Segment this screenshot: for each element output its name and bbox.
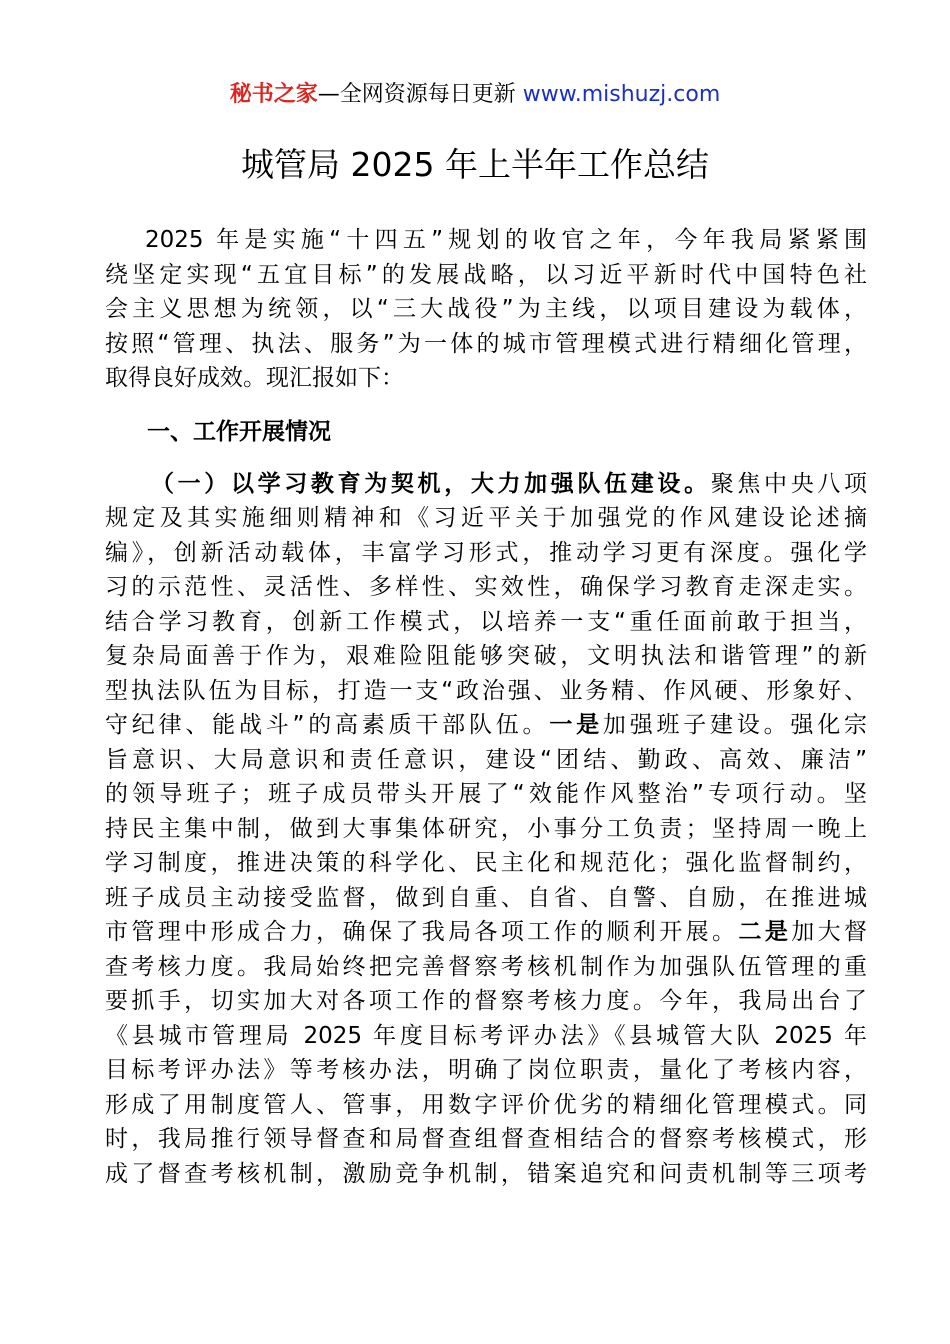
paragraph-line: 旨意识、大局意识和责任意识，建设“团结、勤政、高效、廉洁”	[105, 746, 867, 773]
paragraph-line: 学习制度，推进决策的科学化、民主化和规范化；强化监督制约，	[105, 850, 867, 876]
paragraph-line: 习的示范性、灵活性、多样性、实效性，确保学习教育走深走实。	[105, 574, 867, 600]
site-header	[0, 80, 950, 110]
intro-line: 2025 年是实施“十四五”规划的收官之年，今年我局紧紧围	[145, 227, 867, 253]
paragraph-line: 复杂局面善于作为，艰难险阻能够突破，文明执法和谐管理”的新	[105, 643, 867, 669]
paragraph-line: 时，我局推行领导督查和局督查组督查相结合的督察考核模式，形	[105, 1126, 867, 1152]
paragraph-text: 聚焦中央八项	[710, 470, 868, 497]
spacer	[105, 452, 867, 467]
paragraph-line: 编》，创新活动载体，丰富学习形式，推动学习更有深度。强化学	[105, 539, 867, 566]
intro-line: 按照“管理、执法、服务”为一体的城市管理模式进行精细化管理，	[105, 330, 867, 357]
paragraph-line: 结合学习教育，创新工作模式，以培养一支“重任面前敢于担当，	[105, 608, 867, 635]
paragraph-line: 型执法队伍为目标，打造一支“政治强、业务精、作风硬、形象好、	[105, 677, 867, 704]
subsection-heading: （一）以学习教育为契机，大力加强队伍建设。	[151, 470, 711, 497]
paragraph-text: 市管理中形成合力，确保了我局各项工作的顺利开展。	[105, 919, 739, 945]
site-url-link[interactable]: www.mishuzj.com	[522, 82, 721, 107]
point-marker: 一是	[549, 712, 603, 738]
paragraph-line	[105, 708, 867, 743]
paragraph-line	[105, 467, 867, 502]
brand-name: 秘书之家	[229, 82, 318, 107]
paragraph-text: 守纪律、能战斗”的高素质干部队伍。	[105, 712, 550, 738]
paragraph-line: 形成了用制度管人、管事，用数字评价优劣的精细化管理模式。同	[105, 1091, 867, 1118]
paragraph-line: 《县城市管理局 2025 年度目标考评办法》《县城管大队 2025 年	[105, 1022, 867, 1049]
intro-line: 取得良好成效。现汇报如下：	[105, 365, 404, 391]
paragraph-line: 规定及其实施细则精神和《习近平关于加强党的作风建设论述摘	[105, 505, 867, 531]
section-heading: 一、工作开展情况	[147, 418, 331, 445]
document-title: 城管局 2025 年上半年工作总结	[241, 145, 709, 184]
document-body	[105, 223, 867, 1191]
intro-line: 会主义思想为统领，以“三大战役”为主线，以项目建设为载体，	[105, 296, 867, 322]
paragraph-line: 持民主集中制，做到大事集体研究，小事分工负责；坚持周一晚上	[105, 815, 867, 842]
paragraph-text: 加强班子建设。强化宗	[602, 712, 868, 738]
paragraph-line: 成了督查考核机制，激励竞争机制，错案追究和问责机制等三项考	[105, 1160, 867, 1187]
paragraph-line: 的领导班子；班子成员带头开展了“效能作风整治”专项行动。坚	[105, 781, 867, 807]
paragraph-text: 加大督	[791, 919, 868, 945]
paragraph-line: 班子成员主动接受监督，做到自重、自省、自警、自励，在推进城	[105, 884, 867, 911]
paragraph-line: 目标考评办法》等考核办法，明确了岗位职责，量化了考核内容，	[105, 1057, 867, 1083]
paragraph-line: 要抓手，切实加大对各项工作的督察考核力度。今年，我局出台了	[105, 988, 867, 1014]
paragraph-line	[105, 915, 867, 950]
intro-line: 绕坚定实现“五宜目标”的发展战略，以习近平新时代中国特色社	[105, 261, 867, 288]
header-tagline: —全网资源每日更新	[317, 82, 516, 107]
paragraph-line: 查考核力度。我局始终把完善督察考核机制作为加强队伍管理的重	[105, 953, 867, 980]
point-marker: 二是	[738, 919, 792, 945]
